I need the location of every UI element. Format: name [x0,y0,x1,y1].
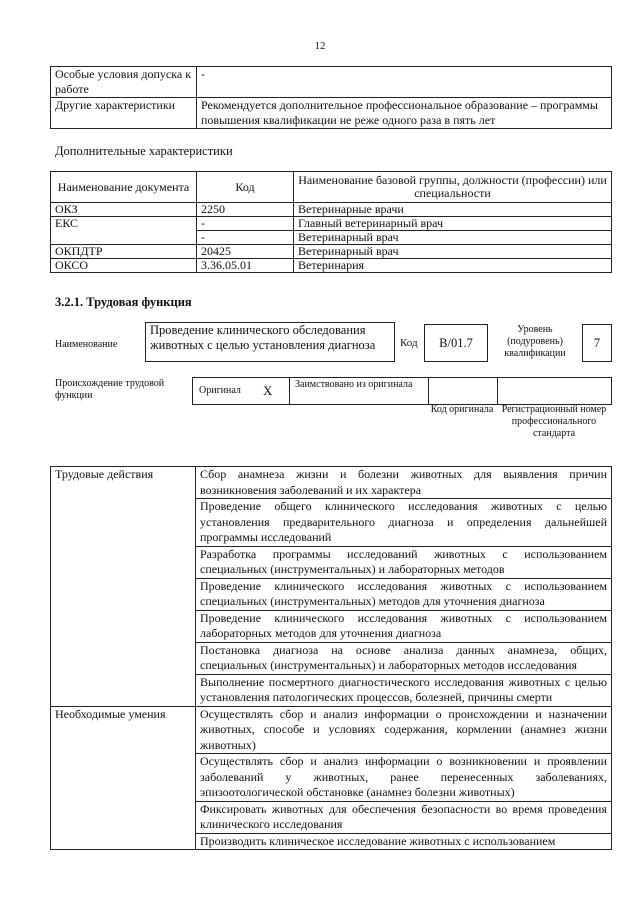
list-item: Производить клиническое исследование животных с использованием [196,833,612,850]
borrowed-label: Заимствовано из оригинала [295,379,413,390]
original-mark: X [263,383,273,398]
table-cell: ЕКС [51,217,197,245]
section-label: Трудовые действия [51,467,196,707]
list-item: Выполнение посмертного диагностического исследования животных с целью установления патологических процессов, болезней, причины смерти [196,674,612,706]
conditions-label: Другие характеристики [51,98,197,129]
list-item: Осуществлять сбор и анализ информации о возникновении и проявлении заболеваний у животных, ранее перенесенных заболеваниях, эпизоотологической обстановке (анамнез болезни животных) [196,754,612,802]
conditions-label: Особые условия допуска к работе [51,67,197,98]
table-cell: Ветеринарные врачи [294,203,612,217]
table-cell: Ветеринария [294,259,612,273]
column-header: Наименование документа [51,172,197,203]
page-number: 12 [314,40,326,52]
table-row [51,467,612,499]
code-value-box: B/01.7 [424,324,488,362]
table-row [51,203,612,217]
table-header-row [51,172,612,203]
table-cell: 3.36.05.01 [197,259,294,273]
additional-heading: Дополнительные характеристики [55,144,233,158]
table-row [51,706,612,754]
list-item: Проведение клинического исследования животных с использованием специальных (инструментальных) методов для уточнения диагноза [196,578,612,610]
reg-caption: Регистрационный номер профессионального стандарта [501,404,607,439]
origin-label: Происхождение трудовой функции [55,378,165,401]
table-cell: ОКПДТР [51,245,197,259]
conditions-value: - [197,67,612,98]
table-cell: 20425 [197,245,294,259]
table-row [51,259,612,273]
table-row [51,98,612,129]
table-cell: Ветеринарный врач [294,231,612,245]
list-item: Сбор анамнеза жизни и болезни животных для выявления причин возникновения заболеваний и их характера [196,467,612,499]
list-item: Постановка диагноза на основе анализа данных анамнеза, общих, специальных (инструментальных) и лабораторных методов исследования [196,642,612,674]
table-cell: Главный ветеринарный врач [294,217,612,231]
additional-table [50,171,612,273]
column-header: Наименование базовой группы, должности (профессии) или специальности [294,172,612,203]
function-name-box: Проведение клинического обследования животных с целью установления диагноза [145,322,395,362]
table-cell: - [197,231,294,245]
level-value-box: 7 [582,324,612,362]
original-label: Оригинал [199,385,241,396]
table-row [51,245,612,259]
table-cell: - [197,217,294,231]
section-title: 3.2.1. Трудовая функция [55,295,192,309]
list-item: Фиксировать животных для обеспечения безопасности во время проведения клинического исследования [196,801,612,833]
labor-function-table [50,466,612,850]
code-caption: Код оригинала [430,404,494,415]
table-cell: ОКЗ [51,203,197,217]
list-item: Осуществлять сбор и анализ информации о происхождении и назначении животных, способе и условиях содержания, кормлении (анамнез жизни животных) [196,706,612,754]
section-label: Необходимые умения [51,706,196,850]
table-cell: 2250 [197,203,294,217]
table-row [51,217,612,231]
conditions-value: Рекомендуется дополнительное профессиональное образование – программы повышения квалификации не реже одного раза в пять лет [197,98,612,129]
origin-code-cell [428,377,498,405]
list-item: Проведение клинического исследования животных с использованием лабораторных методов для уточнения диагноза [196,610,612,642]
conditions-table [50,66,612,129]
list-item: Проведение общего клинического исследования животных с целью установления предварительного диагноза и определения дальнейшей программы исследований [196,499,612,547]
borrowed-cell [289,377,429,405]
list-item: Разработка программы исследований животных с использованием специальных (инструментальных) и лабораторных методов [196,546,612,578]
code-label: Код [400,337,418,349]
column-header: Код [197,172,294,203]
name-label: Наименование [55,339,118,350]
table-row [51,67,612,98]
origin-reg-cell [497,377,612,405]
table-cell: ОКСО [51,259,197,273]
table-cell: Ветеринарный врач [294,245,612,259]
level-label: Уровень (подуровень) квалификации [504,324,566,359]
original-cell [192,377,290,405]
